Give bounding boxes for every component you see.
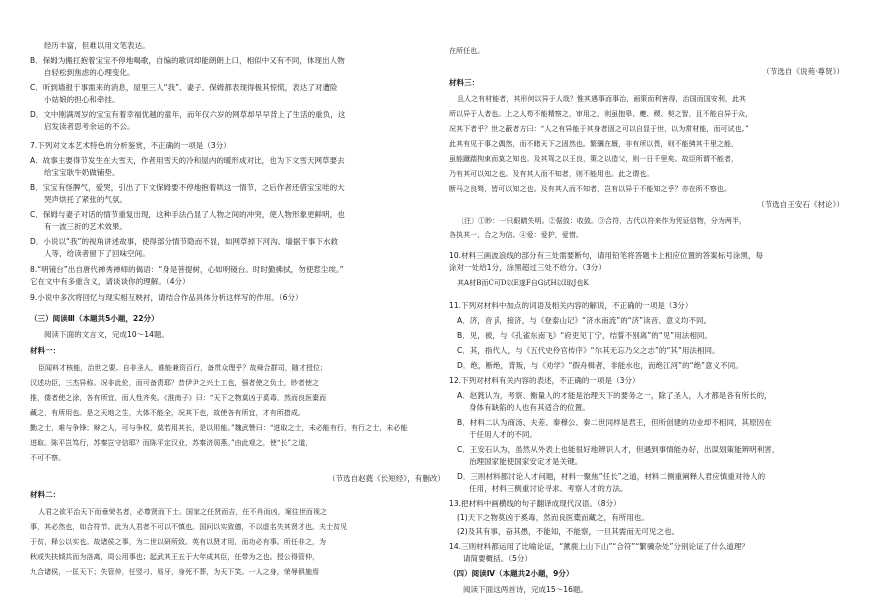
- left-line: 汉述功臣，三杰异称。况非此伦，而可备责耶？昔伊尹之兴土工也，强者使之负土，眇者使之: [30, 379, 320, 387]
- left-line: 哭声烘托了紧张的气氛。: [44, 195, 128, 204]
- right-line: 10.材料三画波浪线的部分有三处需要断句，请用铅笔将答题卡上相应位置的答案标号涂黑，每: [449, 251, 764, 260]
- left-line: D．小说以“我”的视角讲述故事，使得部分情节隐而不显，如网草掉下河沟、墙据干事下水救: [30, 237, 339, 246]
- right-line: （节选自《说苑·尊贤》）: [762, 67, 844, 76]
- right-line: 涂对一处给1分，涂黑超过三处不给分。（3分）: [449, 263, 606, 272]
- right-line: 且人之有材能者，其形何以异于人哉？惟其遇事而事治，画策而利害得，治国而国安利，此其: [457, 95, 747, 103]
- left-line: A．故事主要得节发生在大雪天，作者用雪天的冷和屋内的暖形成对比，也为下文雪天网草要去: [30, 156, 345, 165]
- left-line: 小姑娘的担心和牵挂。: [44, 95, 120, 104]
- left-line: 7.下列对文本艺术特色的分析鉴赏，不正确的一项是（3分）: [30, 141, 231, 150]
- right-line: A．赵蕤认为，考察、衡量人的才能是治理天下的要务之一，除了圣人，人才都是各有所长的，: [457, 391, 772, 400]
- right-line: D．三则材料都讨论人才问题，材料一聚焦“任长”之道，材料二侧重阐释人君应慎重对待人的: [457, 472, 766, 481]
- right-line: 在所任也。: [449, 47, 485, 55]
- left-line: 启发读者思考余运的不公。: [44, 122, 135, 131]
- left-line: 藏之，有所用也。是之天地之生，大体不能全，况其下也，故使各有所宜，才有所措成。: [30, 409, 305, 417]
- left-line: B．保姆为搬扛抱着宝宝不停地喝歌，自编的歌词却能朗朗上口，相似中又有不同，体现出人物: [30, 56, 345, 65]
- right-line: 断马之良驽，皆可以知之也。及有其人而不知者，岂有以异于不能知之乎？亦在所不察也。: [449, 185, 731, 193]
- left-line: （三）阅读Ⅲ（本题共5小题，22分）: [30, 314, 159, 323]
- right-line: 乃有其可以知之也。及有其人而不知者，则不能用也。此之谓也。: [449, 170, 654, 178]
- left-line: C．保姆与妻子对话的情节重复出现，这种手法凸显了人物之间的冲突，使人物形象更鲜明，也: [30, 210, 345, 219]
- right-line: 虽能蹴踏拘束而莫之知也。及其驾之以王良，策之以造父，则一日千里矣。故臣所谓不能者，: [449, 155, 739, 163]
- left-line: 事，其必然也，如合符节。此为人君者不可以不慎也。国问以实致德，不以虚名失其贤才也。夫士贫见: [30, 523, 348, 531]
- right-line: 〔注〕①眇：一只眼睛失明。②倨敛：收敛。③合符，古代以符来作为凭证信物，分为两半，: [457, 217, 747, 225]
- left-line: 给宝宝耿牛奶做铺垫。: [44, 168, 120, 177]
- left-line: 人等，给读者留下了回味空间。: [44, 249, 150, 258]
- left-line: 材料一：: [30, 346, 61, 355]
- right-line: C．其，指代人，与《五代史伶官传序》“尔其无忘乃父之志”的“其”用法相同。: [457, 346, 720, 355]
- right-line: 况其下者乎？世之蔽者方曰：“人之有异能于其身者固之可以自显于世，以为常材能，而可试也。”: [449, 125, 749, 133]
- left-line: 材料二：: [30, 490, 61, 499]
- left-line: 九合诸侯，一匡天下；失管仲，任竖刁、易牙，身死不葬，为天下笑。一人之身，荣辱俱施焉: [30, 568, 320, 576]
- left-line: （节选自赵蕤《长短经》，有删改）: [327, 474, 445, 483]
- left-line: 阅读下面的文言文，完成10～14题。: [44, 330, 169, 339]
- left-line: 秋或失扶倾共而为洛离，周公用事也；起武其王五于大年成其臣，任带为之也。授公得管仲，: [30, 553, 320, 561]
- right-line: （节选自王安石《材论》）: [757, 200, 844, 209]
- right-line: 11.下列对材料中加点的词语及相关内容的解说，不正确的一项是（3分）: [449, 301, 693, 310]
- left-line: 进取。陈平岂笃行，苏秦岂守信耶？而陈平定汉业，苏秦济弱燕。”由此观之，使“长”之道，: [30, 439, 313, 447]
- left-line: 推，偻者使之涂，各有所宜，而人性齐矣。《淮南子》曰：“天下之物莫凶于奚毒，然而良医橐而: [30, 394, 327, 402]
- right-line: 各执其一，合之为信。④爱：爱护，爱惜。: [449, 231, 583, 239]
- left-line: 它在文中有多重含义，请谈谈你的理解。（4分）: [30, 277, 190, 286]
- right-line: 14.三则材料都运用了比喻论证，“薰鹿上山下山”“合符”“繁骥杂处”分别论证了什么道理？: [449, 542, 749, 551]
- right-line: 于任用人才的不同。: [469, 430, 537, 439]
- right-line: (2)及其有事，奋其愚，不能知，不能察，一旦其需而无可见之也。: [457, 527, 680, 536]
- right-line: B．材料二认为商汤、夫差、秦穆公、秦二世同样是君王，但所创建的功业却不相同，其原因在: [457, 418, 772, 427]
- right-line: 材料三：: [449, 78, 480, 87]
- right-line: 请简要概括。（5分）: [463, 554, 533, 563]
- left-line: 臣闻料才核能，治世之要。自非圣人，谁能兼资百行，备贯众理乎？故舜合群司，随才授位；: [38, 364, 328, 372]
- right-line: （四）阅读Ⅳ（本题共2小题，9分）: [449, 569, 574, 578]
- left-line: D．文中刚满周岁的宝宝有着幸福优越的童年，而年仅六岁的网草却早早背上了生活的重负，这: [30, 110, 346, 119]
- right-line: 12.下列对材料有关内容的表述，不正确的一项是（3分）: [449, 376, 640, 385]
- right-line: 其A材B而C可D以E遂F自G试H以I取J也K: [457, 279, 589, 287]
- right-line: 任用，材料三侧重讨论寻求、考察人才的方法。: [469, 484, 628, 493]
- right-line: (1)天下之物莫凶于奚毒，然而良医橐而藏之，有所用也。: [457, 513, 649, 522]
- left-line: 自轻松到焦虑的心理变化。: [44, 68, 135, 77]
- right-line: 治理国家能使国家安定才是关键。: [469, 457, 583, 466]
- left-line: 人君之欲平治天下而垂荣名者，必尊贤而下士。国家之任贤而吉，任不肖而凶，案往世而视之: [38, 508, 328, 516]
- right-line: A．济，音 jǐ，接济，与《登泰山记》“济水南流”的“济”读音、意义均不同。: [457, 316, 712, 325]
- right-line: B．见，被，与《孔雀东南飞》“府吏见丁宁，结誓不别离”的“见”用法相同。: [457, 331, 712, 340]
- left-line: 9.小说中多次将回忆与现实相互映衬，请结合作品具体分析这样写的作用。（6分）: [30, 293, 303, 302]
- left-line: 不可不察。: [30, 454, 66, 462]
- left-line: B．宝宝有怪脾气，爱哭，引出了下文保姆要不停地抱着哄这一情节，之后作者还借宝宝哇的大: [30, 183, 345, 192]
- right-line: 此其有见于事之偶然，而不睹天下之固然也。繁骥在厩，非有所以畏，则不能骋其千里之能，: [449, 140, 739, 148]
- left-line: 8.“明镜台”出自唐代禅秀禅师的偈语：“身是菩提树，心如明镜台。时时勤拂拭，勿使惹尘埃。”: [30, 265, 344, 274]
- left-line: C．听到墙报于事需来的消息，屋里三人“我”、妻子、保姆都表现得极其惊慌，表达了对遭险: [30, 83, 338, 92]
- right-line: 所以异于人者也。上之人苟不能精察之，审用之，则虽抱皋、夔、稷、契之智，且不能自异于众，: [449, 110, 753, 118]
- left-line: 勤之士，难与争锋；辩之人，可与争权，莫若用其长，是以用能。”魏武赞曰：“进取之士，未必能有行，有行之士，未必能: [30, 424, 408, 432]
- left-line: 有一波三折的艺术效果。: [44, 222, 128, 231]
- right-line: 阅读下面这两首诗，完成15～16题。: [463, 585, 588, 594]
- right-line: D．绝，断绝，背叛，与《劝学》“假舟楫者，非能水也，而绝江河”的“绝”意义不同。: [457, 361, 743, 370]
- right-line: 13.把材料中画横线的句子翻译成现代汉语。（8分）: [449, 499, 621, 508]
- left-line: 经历丰富，但难以用文笔表达。: [44, 41, 150, 50]
- right-line: C．王安石认为，虽然从外表上也能很好地辨识人才，但遇到事情能办好，出谋划策能辨明利害，: [457, 445, 780, 454]
- left-line: 于贫，释公以实也。故诸侯之事，为二世以研所致。英有以贤才用，而功必有事。所任非之，为: [30, 538, 327, 546]
- right-line: 身体有缺陷的人也有其适合的位置。: [469, 403, 590, 412]
